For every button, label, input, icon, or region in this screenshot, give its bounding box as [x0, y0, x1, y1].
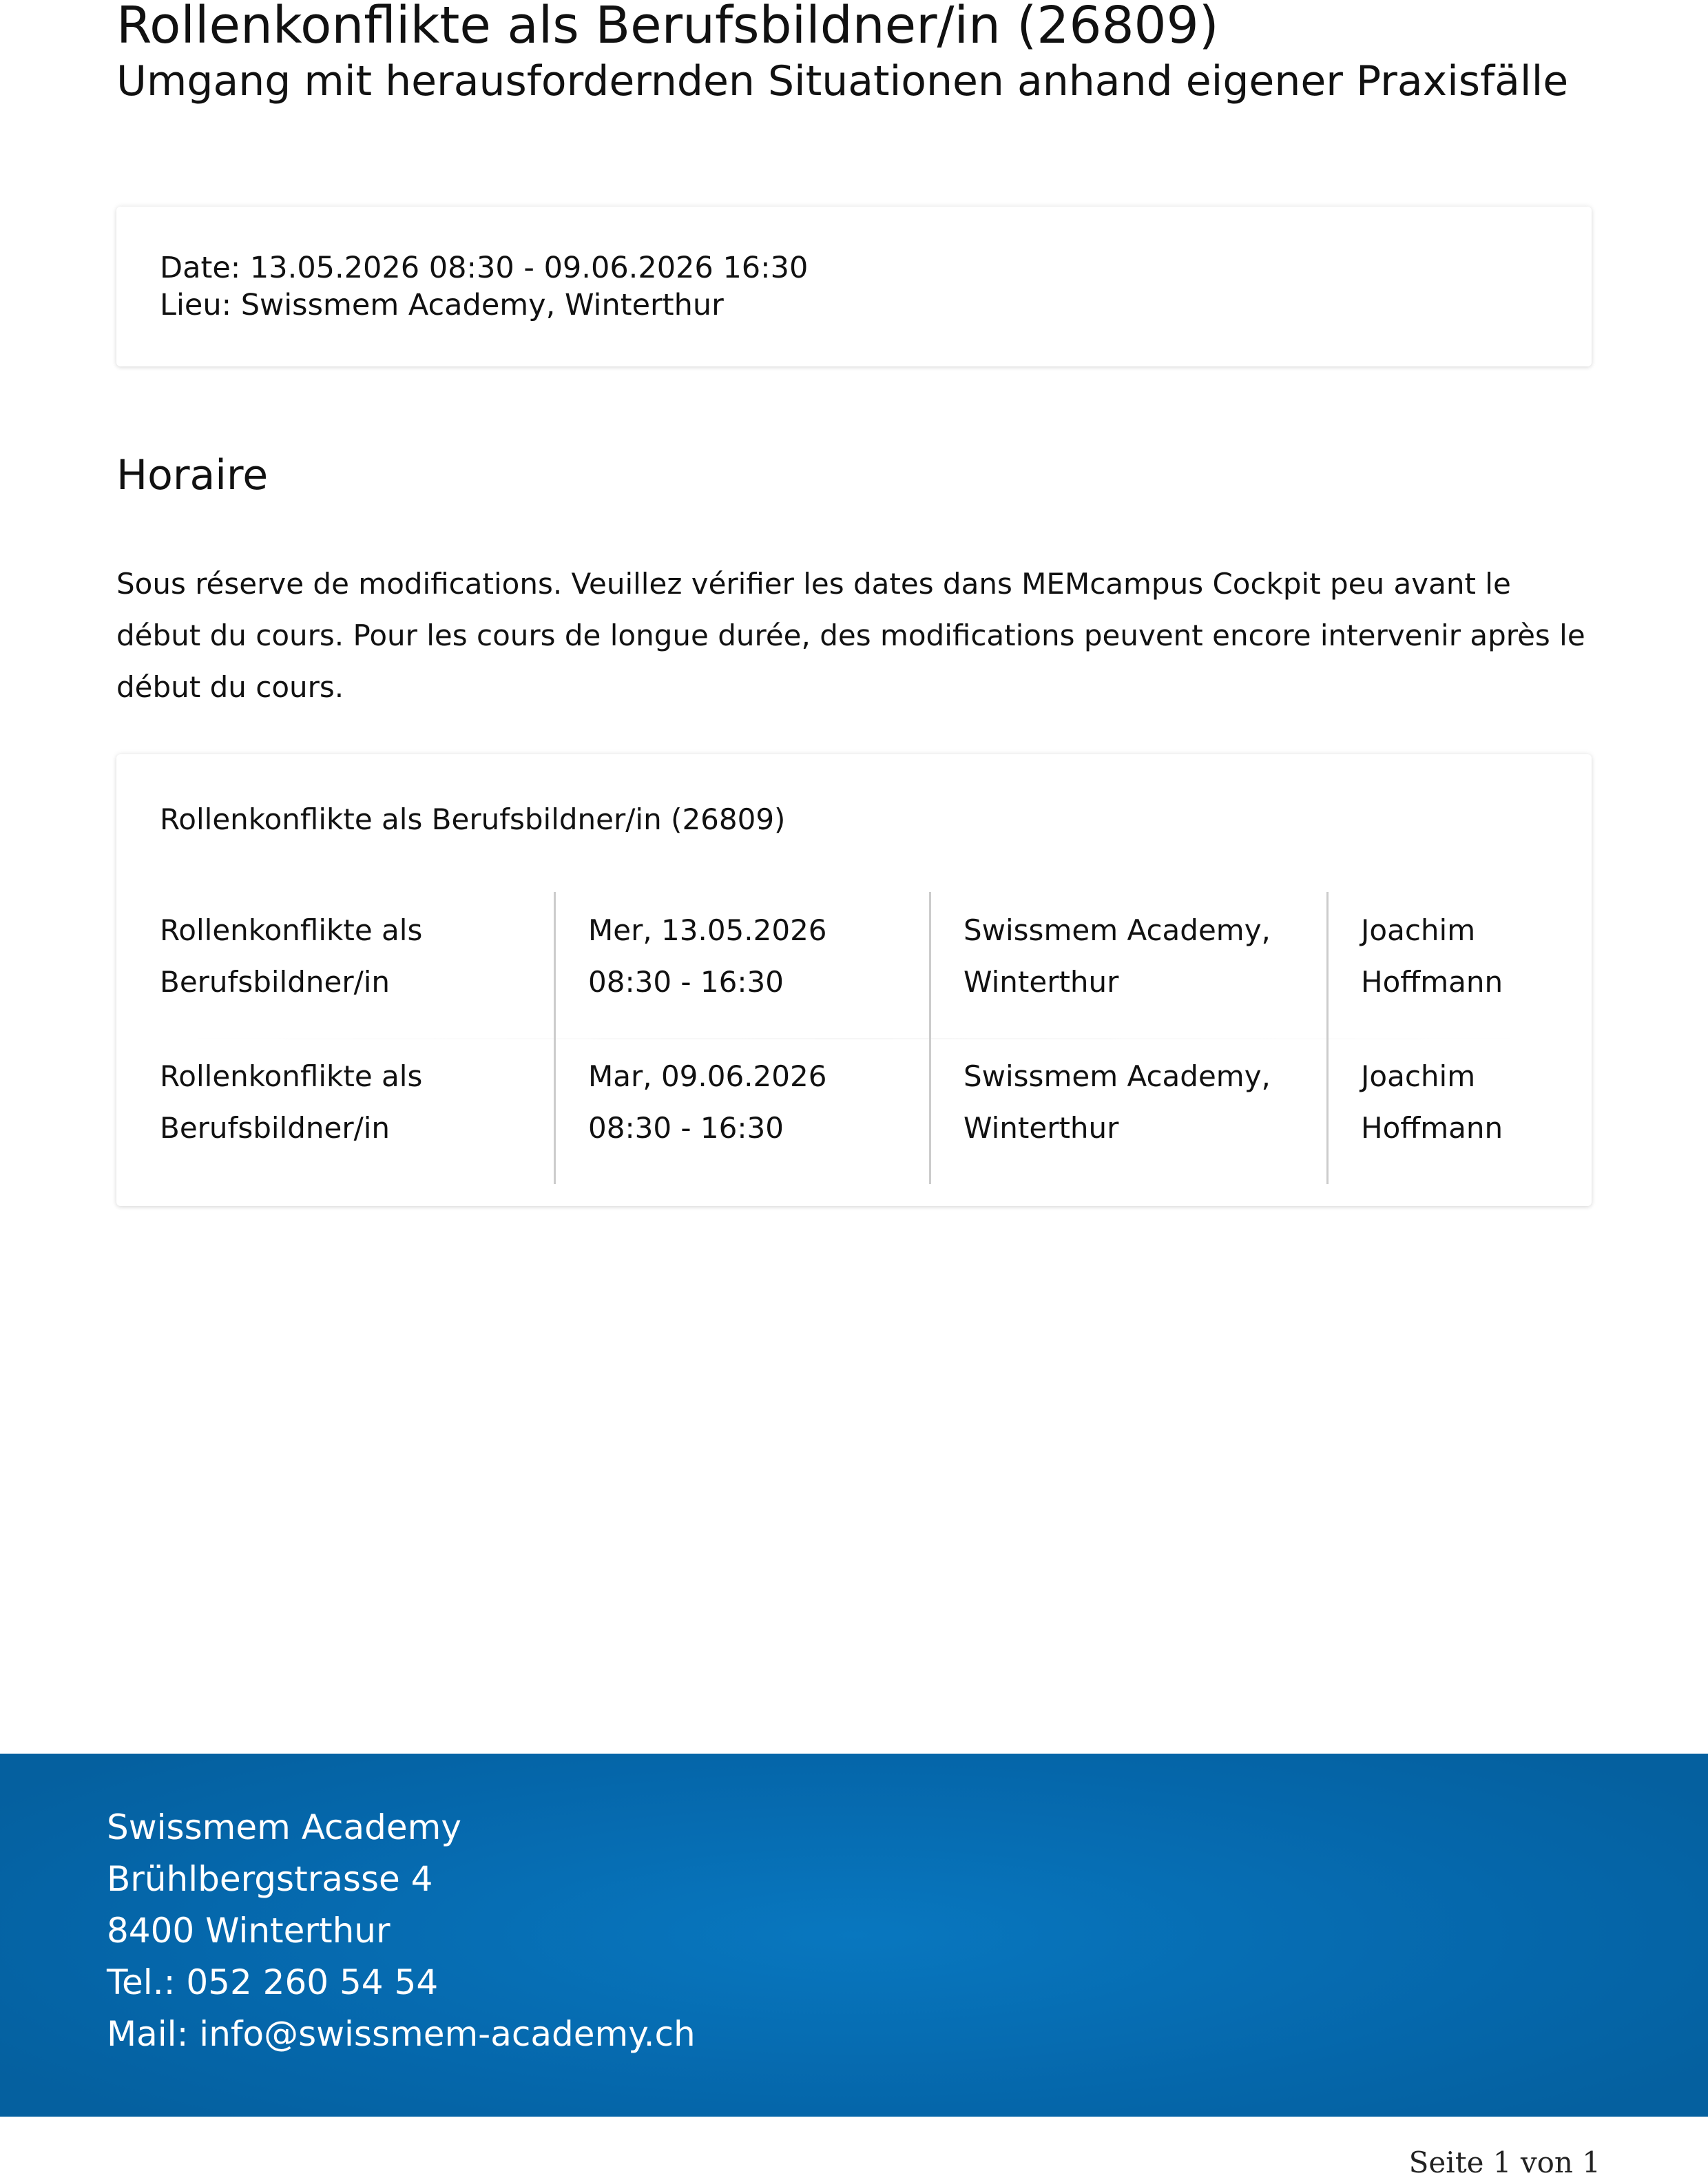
schedule-row: [116, 892, 1592, 1038]
page-number: Seite 1 von 1: [1408, 2146, 1601, 2179]
session-trainer-line: Joachim: [1361, 1059, 1476, 1093]
course-location: Lieu: Swissmem Academy, Winterthur: [160, 288, 724, 322]
session-day: Mer, 13.05.2026: [588, 913, 827, 947]
session-trainer-line: Hoffmann: [1361, 965, 1503, 999]
session-name-line: Rollenkonflikte als: [160, 913, 423, 947]
session-name-line: Rollenkonflikte als: [160, 1059, 423, 1093]
session-name: [160, 892, 545, 1038]
session-time: 08:30 - 16:30: [588, 965, 784, 999]
session-place-line: Winterthur: [964, 965, 1119, 999]
session-name: [160, 1038, 545, 1184]
session-place-line: Swissmem Academy,: [964, 913, 1271, 947]
session-place-line: Swissmem Academy,: [964, 1059, 1271, 1093]
schedule-card: [116, 754, 1592, 1206]
session-trainer-line: Joachim: [1361, 913, 1476, 947]
schedule-heading: Horaire: [116, 451, 269, 499]
session-trainer: [1326, 892, 1588, 1038]
session-name-line: Berufsbildner/in: [160, 965, 390, 999]
course-info-card: [116, 207, 1592, 366]
footer-city: 8400 Winterthur: [107, 1911, 390, 1951]
footer-phone: Tel.: 052 260 54 54: [107, 1962, 439, 2002]
footer-banner: [0, 1754, 1708, 2117]
session-place: [929, 892, 1329, 1038]
session-place: [929, 1038, 1329, 1184]
course-title: Rollenkonflikte als Berufsbildner/in (26809): [116, 0, 1219, 55]
course-subtitle: Umgang mit herausfordernden Situationen anhand eigener Praxisfälle: [116, 57, 1569, 105]
footer-org: Swissmem Academy: [107, 1807, 461, 1847]
schedule-row: [116, 1038, 1592, 1184]
schedule-notice: Sous réserve de modifications. Veuillez vérifier les dates dans MEMcampus Cockpit peu avant le début du cours. Pour les cours de longue durée, des modifications peuvent encore intervenir après le début du cours.: [116, 567, 1585, 704]
session-day: Mar, 09.06.2026: [588, 1059, 827, 1093]
course-date: Date: 13.05.2026 08:30 - 09.06.2026 16:30: [160, 251, 809, 285]
footer-address: [107, 1802, 696, 2060]
session-trainer-line: Hoffmann: [1361, 1111, 1503, 1145]
footer-street: Brühlbergstrasse 4: [107, 1859, 433, 1899]
footer-mail: Mail: info@swissmem-academy.ch: [107, 2014, 696, 2054]
schedule-course-title: Rollenkonflikte als Berufsbildner/in (26809): [160, 802, 786, 836]
session-trainer: [1326, 1038, 1588, 1184]
session-date: [554, 892, 929, 1038]
session-name-line: Berufsbildner/in: [160, 1111, 390, 1145]
session-place-line: Winterthur: [964, 1111, 1119, 1145]
session-time: 08:30 - 16:30: [588, 1111, 784, 1145]
session-date: [554, 1038, 929, 1184]
